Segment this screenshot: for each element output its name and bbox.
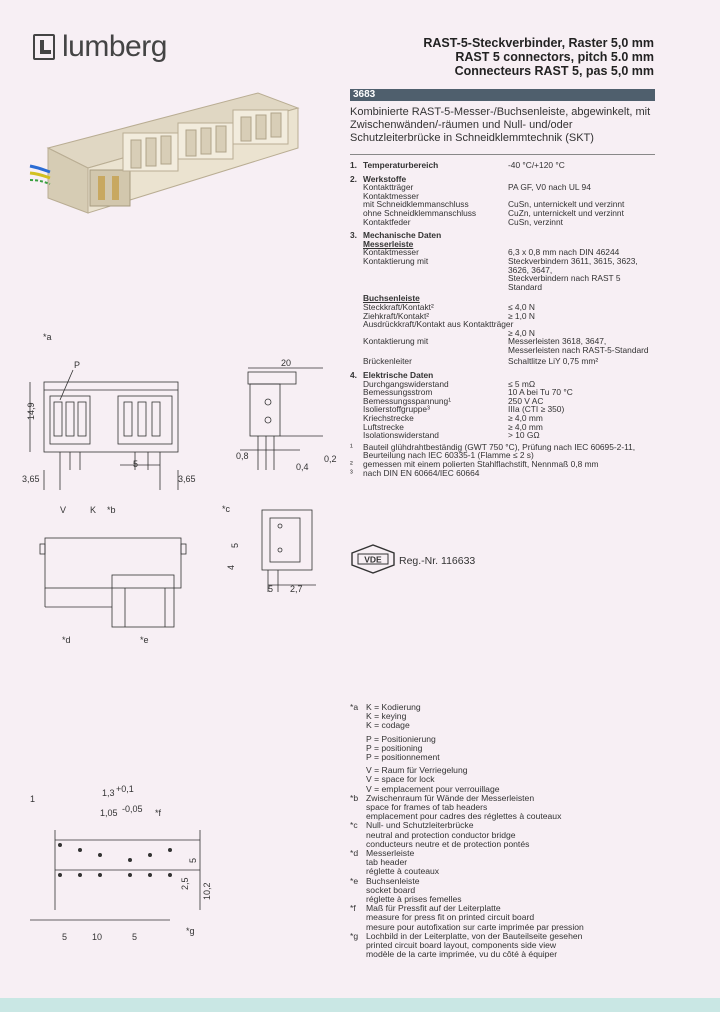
label-d: *d — [62, 635, 71, 645]
title-fr: Connecteurs RAST 5, pas 5,0 mm — [454, 64, 654, 78]
dim-20: 20 — [281, 358, 292, 368]
dim-10-pcb: 10 — [92, 932, 103, 942]
dim-2-5: 2,5 — [180, 877, 190, 890]
spec-key — [363, 283, 508, 292]
spec-key: Kontaktfeder — [363, 216, 411, 227]
label-V: V — [60, 505, 67, 515]
dim-0-2: 0,2 — [324, 454, 337, 464]
dim-5-pcb-v: 5 — [188, 857, 198, 863]
vde-mark-icon — [350, 543, 396, 575]
legend-item: *d Messerleiste tab header réglette à couteaux — [350, 848, 440, 877]
label-f: *f — [155, 808, 162, 818]
label-e: *e — [140, 635, 149, 645]
legend-item: *g Lochbild in der Leiterplatte, von der Bauteilseite gesehen printed circuit board layout, components side view modèle de la carte imprimée, vu du côté à équiper — [350, 930, 583, 960]
spec-key: Kontaktmesser — [363, 247, 419, 258]
title-en: RAST 5 connectors, pitch 5.0 mm — [455, 50, 654, 64]
spec-key: Ziehkraft/Kontakt² — [363, 310, 430, 321]
spec-value: PA GF, V0 nach UL 94 — [508, 182, 591, 193]
spec-value: 250 V AC — [508, 395, 544, 406]
spec-key: Bemessungsstrom — [363, 387, 433, 398]
dim-3-65-left: 3,65 — [22, 474, 40, 484]
dim-1-05: 1,05 — [100, 808, 118, 818]
footnote: nach DIN EN 60664/IEC 60664 — [363, 467, 480, 478]
footer-bar — [0, 998, 720, 1012]
spec-value: ≥ 4,0 N — [508, 327, 535, 338]
dim-2-7: 2,7 — [290, 584, 303, 594]
spec-value: > 10 GΩ — [508, 430, 540, 441]
dim-10-2: 10,2 — [202, 882, 212, 900]
title-de: RAST-5-Steckverbinder, Raster 5,0 mm — [423, 36, 654, 50]
legend-item: P = Positionierung P = positioning P = positionnement — [366, 733, 440, 763]
spec-key: Durchgangswiderstand — [363, 378, 449, 389]
dim-1-3-tol: +0,1 — [116, 784, 134, 794]
spec-key: Kontaktmesser — [363, 190, 419, 201]
spec-section-mechanical: 3. Mechanische Daten — [350, 230, 442, 241]
spec-value: ≤ 4,0 N — [508, 301, 535, 312]
dim-5-pcb-a: 5 — [62, 932, 68, 942]
spec-value: 6,3 x 0,8 mm nach DIN 46244 — [508, 247, 620, 258]
spec-key: Bemessungsspannung¹ — [363, 395, 451, 406]
spec-value: ≥ 1,0 N — [508, 310, 535, 321]
spec-key: Isolationswiderstand — [363, 430, 439, 441]
spec-key: Ausdrückkraft/Kontakt aus Kontaktträger — [363, 319, 514, 330]
spec-value: Standard — [508, 281, 542, 292]
spec-value: IIIa (CTI ≥ 350) — [508, 404, 565, 415]
spec-section-temperature: 1. Temperaturbereich -40 °C/+120 °C — [350, 160, 565, 170]
spec-subheading-messer: Messerleiste — [363, 238, 414, 249]
spec-value: CuSn, verzinnt — [508, 216, 563, 227]
dim-5-front: 5 — [133, 459, 139, 469]
dim-5-pcb-b: 5 — [132, 932, 138, 942]
product-photo — [28, 88, 328, 218]
legend-item: V = Raum für Verriegelung V = space for lock V = emplacement pour verrouillage — [366, 765, 500, 794]
dim-0-4: 0,4 — [296, 462, 309, 472]
technical-drawings — [0, 330, 345, 970]
spec-value: Messerleisten nach RAST-5-Standard — [508, 344, 649, 355]
legend-item: *c Null- und Schutzleiterbrücke neutral and protection conductor bridge conducteurs neutre et de protection pontés — [350, 820, 530, 849]
side-elevation-outline — [45, 538, 181, 588]
label-c: *c — [222, 504, 231, 514]
dim-4: 4 — [226, 564, 236, 570]
spec-value: CuSn, unternickelt und verzinnt — [508, 199, 625, 210]
vde-logo-text: VDE — [364, 554, 382, 565]
spec-subheading-buchsen: Buchsenleiste — [363, 293, 420, 304]
spec-section-electrical: 4. Elektrische Daten — [350, 370, 434, 381]
spec-key: ohne Schneidklemmanschluss — [363, 207, 477, 218]
specifications: 1. Temperaturbereich -40 °C/+120 °C 2. Werkstoffe Kontaktträger PA GF, V0 nach UL 94 Kontaktmesser mit Schneidklemmanschluss CuSn, unternickelt und verzinnt ohne Schneidklemmanschluss CuZn, unternickelt und verzinnt Kontaktfeder CuSn, verzinnt 3. Mechanische Daten Messerleiste Kontaktmesser 6,3 x 0,8 mm nach DIN 46244 Kontaktierung mit Steckverbindern 3611, 3615, 3623, 3626, 3647, Steckverbindern nach RAST 5 Standard Buchsenleiste Steckkraft/Kontakt² ≤ 4,0 N Ziehkraft/Kontakt² ≥ 1,0 N Ausdrückkraft/Kontakt aus Kontaktträger ≥ 4,0 N Kontaktierung mit Messerleisten 3618, 3647, Messerleisten nach RAST-5-Standard Brückenleiter Schaltlitze LiY 0,75 mm² 4. Elektrische Daten Durchgangswiderstand ≤ 5 mΩ Bemessungsstrom 10 A bei Tu 70 °C Bemessungsspannung¹ 250 V AC Isolierstoffgruppe³ IIIa (CTI ≥ 350) Kriechstrecke ≥ 4,0 mm Luftstrecke ≥ 4,0 mm Isolationswiderstand > 10 GΩ ¹ Bauteil glühdrahtbeständig (GWT 750 °C), Prüfung nach IEC 60695-2-11, Beurteilung nach IEC 60335-1 (Flamme ≤ 2 s) ² gemessen mit einem polierten Stahlflachstift, Nennmaß 0,8 mm ³ nach DIN EN 60664/IEC 60664 — [350, 161, 660, 477]
spec-value: CuZn, unternickelt und verzinnt — [508, 207, 624, 218]
dim-1-3: 1,3 — [102, 788, 115, 798]
legend-item: *a K = Kodierung K = keying K = codage — [350, 702, 421, 731]
divider — [350, 154, 655, 155]
spec-value: ≥ 4,0 mm — [508, 421, 543, 432]
spec-key: Isolierstoffgruppe³ — [363, 404, 430, 415]
dim-5-side: 5 — [230, 542, 240, 548]
dim-5-bottom: 5 — [268, 584, 274, 594]
spec-key — [363, 274, 508, 283]
brand-logo-text: lumberg — [62, 30, 167, 63]
spec-key: Luftstrecke — [363, 421, 404, 432]
spec-value: ≥ 4,0 mm — [508, 413, 543, 424]
vde-registration: Reg.-Nr. 116633 — [399, 555, 476, 567]
spec-value: 3626, 3647, — [508, 264, 553, 275]
legend-item: *b Zwischenraum für Wände der Messerleisten space for frames of tab headers emplacement pour cadres des réglettes à couteaux — [350, 792, 562, 822]
spec-key: mit Schneidklemmanschluss — [363, 199, 469, 210]
spec-value: ≤ 5 mΩ — [508, 378, 536, 389]
dim-3-65-right: 3,65 — [178, 474, 196, 484]
label-g: *g — [186, 926, 195, 936]
label-b: *b — [107, 505, 116, 515]
product-code-bar: 3683 — [350, 89, 655, 101]
spec-key: Kriechstrecke — [363, 413, 414, 424]
spec-key: Steckkraft/Kontakt² — [363, 301, 434, 312]
product-description: Kombinierte RAST-5-Messer-/Buchsenleiste, abgewinkelt, mit Zwischenwänden/-räumen und Null- und/oder Schutzleiterbrücke in Schneidklemmtechnik (SKT) — [350, 106, 651, 144]
legend-item: *e Buchsenleiste socket board réglette à prises femelles — [350, 875, 462, 905]
spec-key: Kontaktierung mit — [363, 336, 429, 347]
dim-1: 1 — [30, 794, 36, 804]
front-view-outline — [44, 382, 178, 452]
spec-value: Steckverbindern nach RAST 5 — [508, 273, 621, 284]
footnote: Bauteil glühdrahtbeständig (GWT 750 °C), Prüfung nach IEC 60695-2-11, — [363, 441, 636, 452]
footnote: gemessen mit einem polierten Stahlflachstift, Nennmaß 0,8 mm — [363, 459, 599, 469]
spec-value: 10 A bei Tu 70 °C — [508, 387, 573, 398]
spec-key: Brückenleiter — [363, 356, 412, 367]
label-a: *a — [43, 332, 52, 342]
legend-item: *f Maß für Pressfit auf der Leiterplatte measure for press fit on printed circuit board mesure pour autofixation sur carte imprimée par pression — [350, 903, 584, 932]
legend — [350, 703, 650, 959]
spec-key: Kontaktträger — [363, 182, 414, 193]
spec-section-materials: 2. Werkstoffe — [350, 173, 407, 184]
label-K: K — [90, 505, 97, 515]
spec-key: Kontaktierung mit — [363, 255, 429, 266]
label-P: P — [74, 360, 81, 370]
document-titles — [423, 36, 654, 78]
lumberg-logo-icon — [33, 34, 55, 60]
spec-value: Steckverbindern 3611, 3615, 3623, — [508, 255, 638, 266]
spec-key — [363, 346, 508, 355]
dim-0-8: 0,8 — [236, 451, 249, 461]
spec-value: Messerleisten 3618, 3647, — [508, 336, 607, 347]
spec-value: Schaltlitze LiY 0,75 mm² — [508, 356, 599, 367]
dim-1-05-tol: -0,05 — [122, 804, 143, 814]
spec-key — [363, 266, 508, 275]
dim-14-9: 14,9 — [26, 402, 36, 420]
footnote: Beurteilung nach IEC 60335-1 (Flamme ≤ 2 s) — [363, 450, 534, 461]
